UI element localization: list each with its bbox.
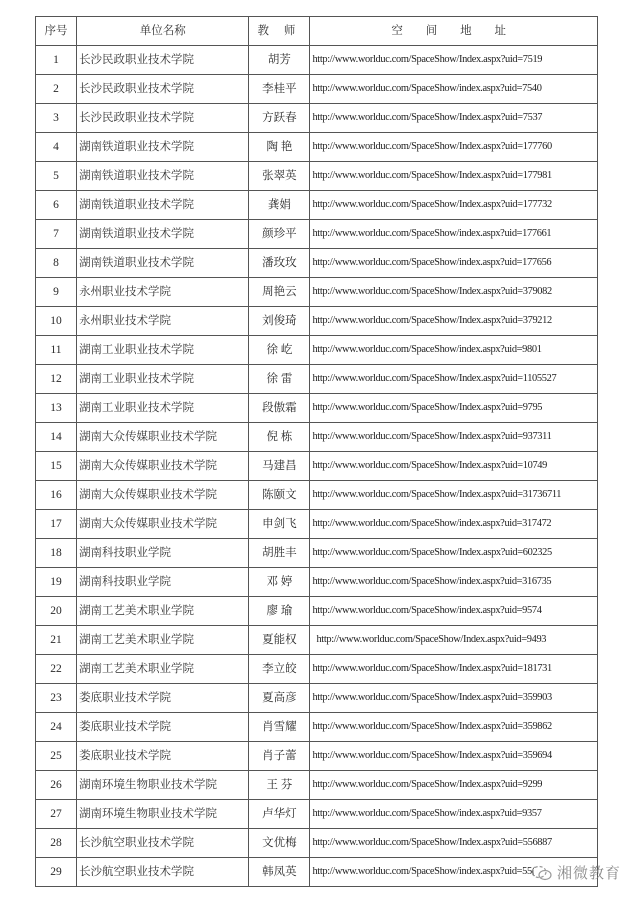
row-number: 5 [36,162,77,191]
space-url-link[interactable]: http://www.worlduc.com/SpaceShow/Index.aspx?uid=9299 [310,771,598,800]
teacher-name: 龚娟 [249,191,310,220]
teacher-name: 肖子蕾 [249,742,310,771]
row-number: 25 [36,742,77,771]
table-row [36,742,598,771]
teacher-name: 方跃春 [249,104,310,133]
table-row [36,394,598,423]
row-number: 20 [36,597,77,626]
teacher-name: 周艳云 [249,278,310,307]
space-url-link[interactable]: http://www.worlduc.com/SpaceShow/Index.aspx?uid=177760 [310,133,598,162]
unit-name: 湖南科技职业学院 [77,539,249,568]
table-row [36,307,598,336]
table-row [36,771,598,800]
unit-name: 娄底职业技术学院 [77,713,249,742]
unit-name: 湖南铁道职业技术学院 [77,133,249,162]
space-url-link[interactable]: http://www.worlduc.com/SpaceShow/index.aspx?uid=177661 [310,220,598,249]
table-row [36,713,598,742]
space-url-link[interactable]: http://www.worlduc.com/SpaceShow/Index.aspx?uid=7537 [310,104,598,133]
teacher-name: 潘玫玫 [249,249,310,278]
space-url-link[interactable]: http://www.worlduc.com/SpaceShow/index.aspx?uid=177656 [310,249,598,278]
space-url-link[interactable]: http://www.worlduc.com/SpaceShow/index.aspx?uid=7540 [310,75,598,104]
table-row [36,510,598,539]
space-url-link[interactable]: http://www.worlduc.com/SpaceShow/Index.aspx?uid=359862 [310,713,598,742]
table-row [36,655,598,684]
unit-name: 长沙航空职业技术学院 [77,829,249,858]
space-url-link[interactable]: http://www.worlduc.com/SpaceShow/index.aspx?uid=9574 [310,597,598,626]
space-url-link[interactable]: http://www.worlduc.com/SpaceShow/Index.aspx?uid=181731 [310,655,598,684]
teacher-name: 刘俊琦 [249,307,310,336]
table-body [36,46,598,887]
table-row [36,365,598,394]
teacher-name: 徐 屹 [249,336,310,365]
space-url-link[interactable]: http://www.worlduc.com/SpaceShow/Index.aspx?uid=177732 [310,191,598,220]
row-number: 29 [36,858,77,887]
space-url-link[interactable]: http://www.worlduc.com/SpaceShow/Index.aspx?uid=1105527 [310,365,598,394]
row-number: 9 [36,278,77,307]
unit-name: 湖南铁道职业技术学院 [77,191,249,220]
table-row [36,423,598,452]
row-number: 18 [36,539,77,568]
unit-name: 湖南工业职业技术学院 [77,336,249,365]
row-number: 19 [36,568,77,597]
unit-name: 湖南工业职业技术学院 [77,394,249,423]
teacher-name: 张翠英 [249,162,310,191]
header-no: 序号 [36,17,77,46]
unit-name: 湖南工业职业技术学院 [77,365,249,394]
table-row [36,597,598,626]
table-row [36,278,598,307]
table-row [36,481,598,510]
unit-name: 湖南工艺美术职业学院 [77,655,249,684]
space-url-link[interactable]: http://www.worlduc.com/SpaceShow/Index.aspx?uid=379082 [310,278,598,307]
unit-name: 湖南工艺美术职业学院 [77,597,249,626]
unit-name: 湖南铁道职业技术学院 [77,162,249,191]
teacher-name: 文优梅 [249,829,310,858]
teacher-name: 卢华灯 [249,800,310,829]
space-url-link[interactable]: http://www.worlduc.com/SpaceShow/Index.aspx?uid=7519 [310,46,598,75]
row-number: 17 [36,510,77,539]
unit-name: 湖南工艺美术职业学院 [77,626,249,655]
teacher-name: 申剑飞 [249,510,310,539]
header-teacher: 教 师 [249,17,310,46]
space-url-link[interactable]: http://www.worlduc.com/SpaceShow/Index.aspx?uid=31736711 [310,481,598,510]
unit-name: 长沙航空职业技术学院 [77,858,249,887]
row-number: 7 [36,220,77,249]
space-url-link[interactable]: http://www.worlduc.com/SpaceShow/Index.aspx?uid=937311 [310,423,598,452]
unit-name: 娄底职业技术学院 [77,742,249,771]
teacher-name: 胡芳 [249,46,310,75]
row-number: 2 [36,75,77,104]
teacher-name: 徐 雷 [249,365,310,394]
table-header-row [36,17,598,46]
table-row [36,539,598,568]
header-unit: 单位名称 [77,17,249,46]
teacher-name: 段傲霜 [249,394,310,423]
teacher-name: 陶 艳 [249,133,310,162]
table-row [36,336,598,365]
wechat-icon [531,865,553,881]
row-number: 28 [36,829,77,858]
unit-name: 长沙民政职业技术学院 [77,75,249,104]
table-row [36,133,598,162]
teacher-name: 邓 婷 [249,568,310,597]
table-row [36,568,598,597]
header-url: 空 间 地 址 [310,17,598,46]
space-url-link[interactable]: http://www.worlduc.com/SpaceShow/index.aspx?uid=55( [310,858,598,887]
table-row [36,191,598,220]
row-number: 26 [36,771,77,800]
row-number: 1 [36,46,77,75]
space-url-link[interactable]: http://www.worlduc.com/SpaceShow/Index.aspx?uid=556887 [310,829,598,858]
row-number: 24 [36,713,77,742]
teacher-name: 马建昌 [249,452,310,481]
space-url-link[interactable]: http://www.worlduc.com/SpaceShow/Index.aspx?uid=359694 [310,742,598,771]
row-number: 3 [36,104,77,133]
teacher-name: 李桂平 [249,75,310,104]
row-number: 14 [36,423,77,452]
teacher-name: 夏高彦 [249,684,310,713]
space-url-link[interactable]: http://www.worlduc.com/SpaceShow/index.aspx?uid=9357 [310,800,598,829]
table-row [36,104,598,133]
table-row [36,162,598,191]
space-url-link[interactable]: http://www.worlduc.com/SpaceShow/Index.aspx?uid=602325 [310,539,598,568]
row-number: 8 [36,249,77,278]
unit-name: 湖南铁道职业技术学院 [77,220,249,249]
table-row [36,858,598,887]
table-row [36,684,598,713]
teacher-space-table [35,16,598,887]
unit-name: 湖南环境生物职业技术学院 [77,800,249,829]
unit-name: 长沙民政职业技术学院 [77,104,249,133]
row-number: 21 [36,626,77,655]
space-url-link[interactable]: http://www.worlduc.com/SpaceShow/index.aspx?uid=317472 [310,510,598,539]
space-url-link[interactable]: http://www.worlduc.com/SpaceShow/Index.aspx?uid=359903 [310,684,598,713]
teacher-name: 颜珍平 [249,220,310,249]
teacher-name: 肖雪耀 [249,713,310,742]
space-url-link[interactable]: http://www.worlduc.com/SpaceShow/Index.aspx?uid=9795 [310,394,598,423]
row-number: 11 [36,336,77,365]
row-number: 4 [36,133,77,162]
teacher-name: 李立皎 [249,655,310,684]
teacher-name: 陈颐文 [249,481,310,510]
row-number: 6 [36,191,77,220]
space-url-link[interactable]: http://www.worlduc.com/SpaceShow/Index.aspx?uid=10749 [310,452,598,481]
table-row [36,626,598,655]
unit-name: 娄底职业技术学院 [77,684,249,713]
row-number: 22 [36,655,77,684]
unit-name: 湖南大众传媒职业技术学院 [77,481,249,510]
teacher-name: 夏能权 [249,626,310,655]
unit-name: 湖南科技职业学院 [77,568,249,597]
unit-name: 长沙民政职业技术学院 [77,46,249,75]
watermark-text: 湘微教育 [557,864,622,882]
unit-name: 湖南大众传媒职业技术学院 [77,423,249,452]
space-url-link[interactable]: http://www.worlduc.com/SpaceShow/index.aspx?uid=316735 [310,568,598,597]
table-row [36,829,598,858]
teacher-name: 韩凤英 [249,858,310,887]
table-row [36,452,598,481]
row-number: 15 [36,452,77,481]
table-row [36,800,598,829]
row-number: 12 [36,365,77,394]
unit-name: 湖南大众传媒职业技术学院 [77,452,249,481]
table-row [36,220,598,249]
teacher-name: 王 芬 [249,771,310,800]
row-number: 16 [36,481,77,510]
unit-name: 湖南环境生物职业技术学院 [77,771,249,800]
space-url-link[interactable]: http://www.worlduc.com/SpaceShow/Index.aspx?uid=177981 [310,162,598,191]
unit-name: 永州职业技术学院 [77,307,249,336]
space-url-link[interactable]: http://www.worlduc.com/SpaceShow/Index.aspx?uid=379212 [310,307,598,336]
teacher-name: 廖 瑜 [249,597,310,626]
row-number: 13 [36,394,77,423]
row-number: 10 [36,307,77,336]
row-number: 27 [36,800,77,829]
watermark [531,862,621,883]
table-row [36,46,598,75]
unit-name: 永州职业技术学院 [77,278,249,307]
teacher-name: 胡胜丰 [249,539,310,568]
teacher-name: 倪 栋 [249,423,310,452]
table-row [36,249,598,278]
unit-name: 湖南大众传媒职业技术学院 [77,510,249,539]
space-url-link[interactable]: http://www.worlduc.com/SpaceShow/Index.aspx?uid=9493 [310,626,598,655]
table-row [36,75,598,104]
space-url-link[interactable]: http://www.worlduc.com/SpaceShow/index.aspx?uid=9801 [310,336,598,365]
row-number: 23 [36,684,77,713]
unit-name: 湖南铁道职业技术学院 [77,249,249,278]
